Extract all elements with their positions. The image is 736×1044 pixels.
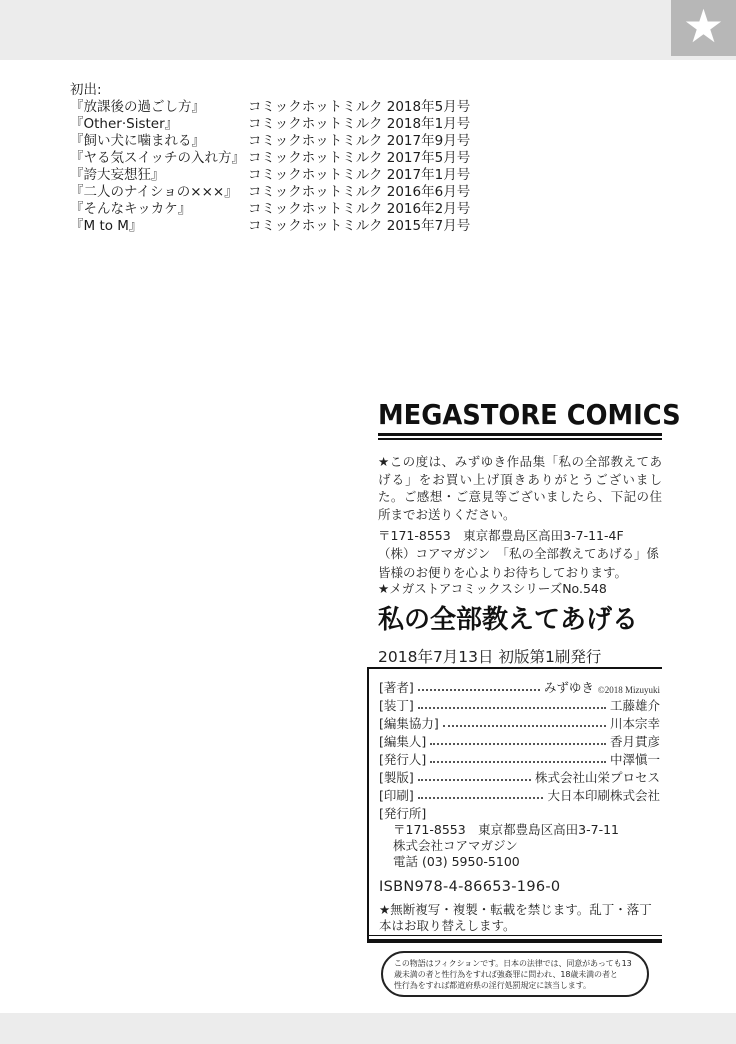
credit-row-editor	[379, 732, 660, 750]
legal-disclaimer-box	[381, 951, 649, 997]
dotted-leader	[418, 779, 531, 781]
credit-value: 中澤愼一	[609, 752, 660, 767]
story-title: 『放課後の過ごし方』	[70, 99, 205, 115]
first-publication-list	[70, 82, 470, 235]
colophon-box	[367, 667, 662, 943]
story-title: 『飼い犬に噛まれる』	[70, 133, 205, 149]
fan-mail-address	[378, 527, 662, 582]
isbn: ISBN978-4-86653-196-0	[379, 879, 561, 895]
reader-greeting-text: ★この度は、みずゆき作品集「私の全部教えてあげる」をお買い上げ頂きありがとうございました。ご感想・ご意見等ございましたら、下記の住所までお送りください。	[378, 454, 662, 522]
list-item	[70, 133, 470, 150]
story-title: 『Other·Sister』	[70, 116, 179, 132]
credit-label: [編集協力]	[379, 716, 439, 731]
magazine-issue: コミックホットミルク 2017年9月号	[248, 133, 471, 149]
credit-row-author	[379, 678, 660, 696]
logo-underline-thin	[378, 438, 662, 440]
bottom-rule-thin	[369, 935, 662, 937]
credit-value: 川本宗幸	[609, 716, 660, 731]
list-item	[70, 150, 470, 167]
copy-warning-line-2: 本はお取り替えします。	[379, 917, 516, 933]
page-bottom-gray-band	[0, 1013, 736, 1044]
credit-value: 香月貫彦	[609, 734, 660, 749]
corner-star-tab	[671, 0, 736, 56]
fan-mail-company-line: （株）コアマガジン 「私の全部教えてあげる」係	[378, 545, 659, 561]
story-title: 『二人のナイショの×××』	[70, 184, 238, 200]
credit-row-printing	[379, 786, 660, 804]
credit-value: 株式会社山栄プロセス	[534, 770, 660, 785]
star-icon: ★	[682, 0, 725, 53]
list-item	[70, 99, 470, 116]
list-item	[70, 184, 470, 201]
credit-row-design	[379, 696, 660, 714]
copy-warning-line-1: ★無断複写・複製・転載を禁じます。乱丁・落丁	[379, 902, 652, 917]
publisher-company-line: 株式会社コアマガジン	[393, 838, 518, 853]
title-block	[378, 579, 662, 667]
story-title: 『誇大妄想狂』	[70, 167, 165, 183]
credit-row-issuer	[379, 750, 660, 768]
magazine-issue: コミックホットミルク 2018年5月号	[248, 99, 471, 115]
copyright-note: ©2018 Mizuyuki	[597, 685, 660, 695]
disclaimer-line-2: 歳未満の者と性行為をすれば強姦罪に問われ、18歳未満の者と	[394, 970, 618, 979]
dotted-leader	[418, 689, 540, 691]
magazine-issue: コミックホットミルク 2017年5月号	[248, 150, 471, 166]
dotted-leader	[443, 725, 606, 727]
magazine-issue: コミックホットミルク 2016年6月号	[248, 184, 471, 200]
copy-warning	[379, 902, 660, 933]
megastore-comics-logo: MEGASTORE COMICS	[378, 398, 681, 431]
magazine-issue: コミックホットミルク 2016年2月号	[248, 201, 471, 217]
book-title: 私の全部教えてあげる	[378, 605, 639, 635]
credit-row-editorial-support	[379, 714, 660, 732]
credit-label: [発行人]	[379, 752, 427, 767]
publisher-address	[379, 822, 660, 870]
magazine-issue: コミックホットミルク 2015年7月号	[248, 218, 471, 234]
print-date: 2018年7月13日 初版第1刷発行	[378, 648, 602, 666]
fan-mail-wait-line: 皆様のお便りを心よりお待ちしております。	[378, 565, 628, 580]
bottom-rule-thick	[369, 939, 662, 943]
list-item	[70, 167, 470, 184]
credit-label: [製版]	[379, 770, 414, 785]
credit-value: 工藤雄介	[609, 698, 660, 713]
credit-value: みずゆき	[543, 680, 594, 695]
logo-underline-thick	[378, 433, 662, 436]
credit-row-plate-making	[379, 768, 660, 786]
credit-label: [編集人]	[379, 734, 427, 749]
publisher-info-section	[378, 398, 681, 582]
list-item	[70, 116, 470, 133]
publisher-phone-line: 電話 (03) 5950-5100	[393, 854, 520, 869]
credit-label: [装丁]	[379, 698, 414, 713]
magazine-issue: コミックホットミルク 2017年1月号	[248, 167, 471, 183]
story-title: 『そんなキッカケ』	[70, 201, 192, 217]
fan-mail-postal-line: 〒171-8553 東京都豊島区高田3-7-11-4F	[378, 528, 624, 543]
dotted-leader	[430, 743, 606, 745]
credit-value: 大日本印刷株式会社	[547, 788, 660, 803]
publisher-label: [発行所]	[379, 806, 427, 821]
dotted-leader	[418, 797, 544, 799]
story-title: 『M to M』	[70, 218, 143, 234]
magazine-issue: コミックホットミルク 2018年1月号	[248, 116, 471, 132]
credit-label: [著者]	[379, 680, 414, 695]
disclaimer-line-3: 性行為をすれば都道府県の淫行処罰規定に該当します。	[394, 981, 591, 990]
first-publication-heading: 初出:	[70, 82, 102, 98]
list-item	[70, 218, 470, 235]
page-top-gray-band	[0, 0, 736, 60]
dotted-leader	[418, 707, 606, 709]
dotted-leader	[430, 761, 606, 763]
series-label: ★メガストアコミックスシリーズNo.548	[378, 581, 607, 596]
publisher-postal-line: 〒171-8553 東京都豊島区高田3-7-11	[393, 822, 620, 837]
disclaimer-line-1: この物語はフィクションです。日本の法律では、同意があっても13	[394, 959, 632, 968]
list-item	[70, 201, 470, 218]
credit-label: [印刷]	[379, 788, 414, 803]
story-title: 『ヤる気スイッチの入れ方』	[70, 150, 245, 166]
